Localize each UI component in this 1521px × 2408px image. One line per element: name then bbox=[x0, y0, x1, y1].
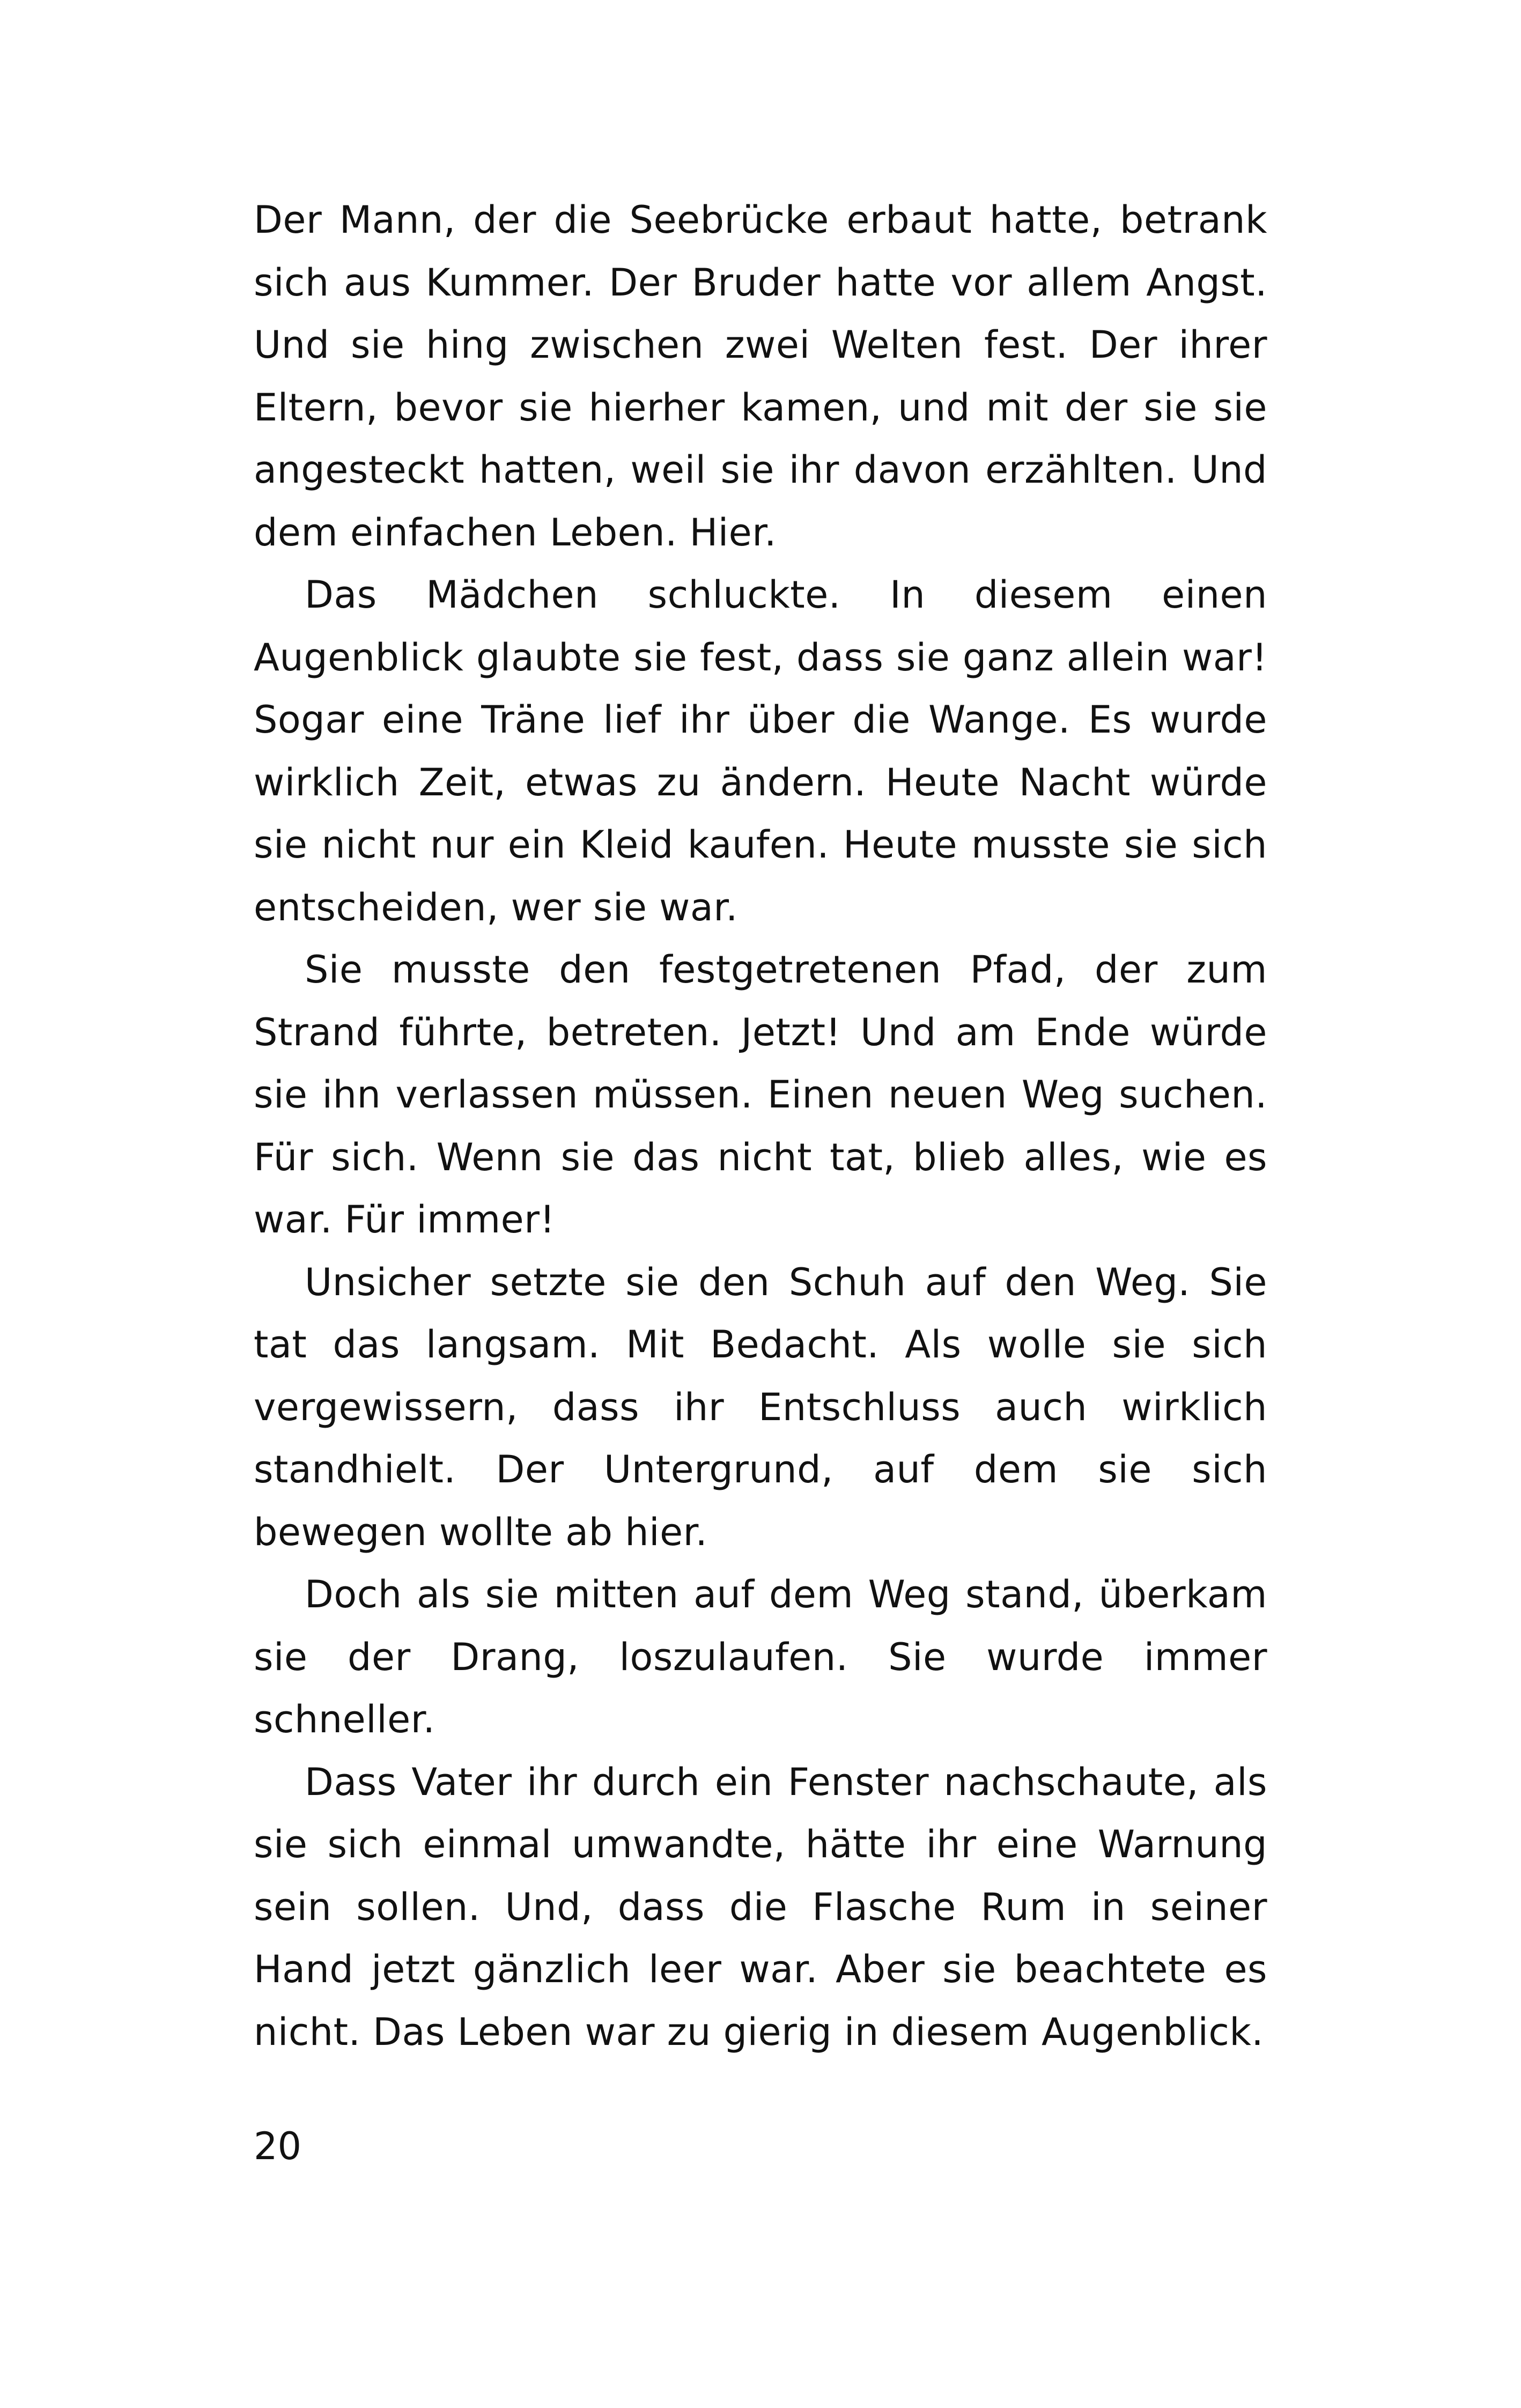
page-number: 20 bbox=[254, 2124, 302, 2168]
paragraph: Doch als sie mitten auf dem Weg stand, überkam sie der Drang, loszulaufen. Sie wurde immer schneller. bbox=[254, 1572, 1267, 1741]
paragraph: Sie musste den festgetretenen Pfad, der zum Strand führte, betreten. Jetzt! Und am Ende würde sie ihn verlassen müssen. Einen neuen Weg suchen. Für sich. Wenn sie das nicht tat, blieb alles, wie es war. Für immer! bbox=[254, 948, 1267, 1242]
body-text bbox=[254, 189, 1267, 2063]
paragraph: Unsicher setzte sie den Schuh auf den Weg. Sie tat das langsam. Mit Bedacht. Als wolle sie sich vergewissern, dass ihr Entschluss auch wirklich standhielt. Der Untergrund, auf dem sie sich bewegen wollte ab hier. bbox=[254, 1260, 1267, 1554]
paragraph: Dass Vater ihr durch ein Fenster nachschaute, als sie sich einmal umwandte, hätte ihr eine Warnung sein sollen. Und, dass die Flasche Rum in seiner Hand jetzt gänzlich leer war. Aber sie beachtete es nicht. Das Leben war zu gierig in diesem Augenblick. bbox=[254, 1760, 1267, 2054]
paragraph: Das Mädchen schluckte. In diesem einen Augenblick glaubte sie fest, dass sie ganz allein war! Sogar eine Träne lief ihr über die Wange. Es wurde wirklich Zeit, etwas zu ändern. Heute Nacht würde sie nicht nur ein Kleid kaufen. Heute musste sie sich entscheiden, wer sie war. bbox=[254, 573, 1267, 929]
paragraph: Der Mann, der die Seebrücke erbaut hatte, betrank sich aus Kummer. Der Bruder hatte vor allem Angst. Und sie hing zwischen zwei Welten fest. Der ihrer Eltern, bevor sie hierher kamen, und mit der sie sie angesteckt hatten, weil sie ihr davon erzählten. Und dem einfachen Leben. Hier. bbox=[254, 198, 1267, 555]
